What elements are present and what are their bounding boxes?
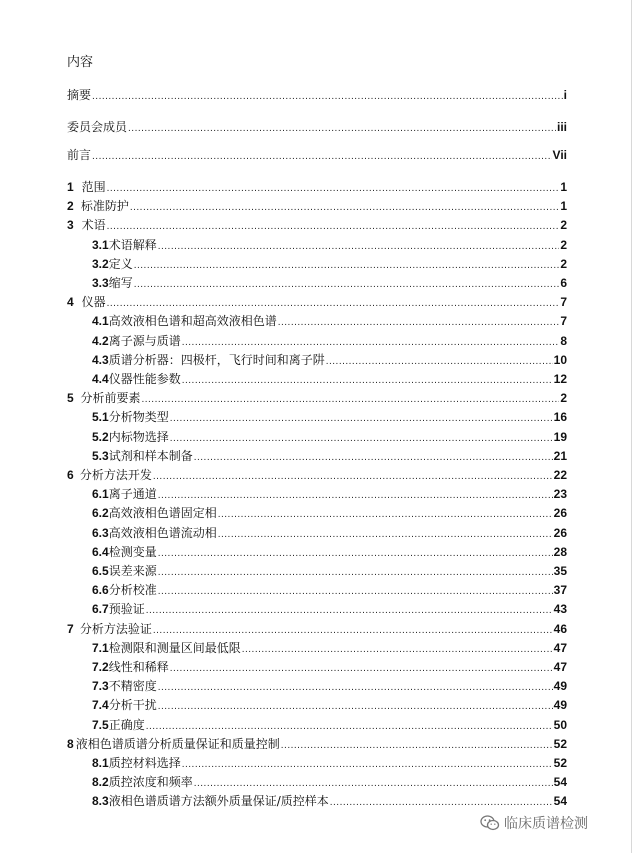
toc-leader-dots (158, 239, 560, 254)
toc-entry-number: 4.3 (92, 352, 109, 367)
wechat-icon (480, 815, 500, 831)
toc-section-entry[interactable] (92, 718, 567, 733)
toc-entry-label: 检测限和测量区间最低限 (108, 640, 241, 655)
toc-section-entry[interactable] (92, 506, 567, 521)
toc-leader-dots (107, 296, 560, 311)
toc-chapter-entry[interactable] (67, 199, 567, 214)
toc-entry-page: 47 (553, 660, 567, 674)
toc-leader-dots (107, 219, 560, 234)
toc-leader-dots (92, 89, 563, 104)
toc-entry-page: 2 (560, 218, 567, 233)
toc-entry-page: 10 (553, 352, 567, 367)
toc-entry-page: 2 (560, 237, 567, 252)
toc-entry-page: i (563, 88, 567, 102)
toc-entry-label: 标准防护 (80, 199, 129, 214)
toc-entry-number: 4.4 (92, 372, 109, 386)
toc-title: 内容 (67, 55, 94, 70)
toc-entry-page: 7 (560, 314, 567, 329)
toc-entry-label: 分析前要素 (80, 391, 141, 406)
toc-entry-page: 2 (560, 391, 567, 406)
toc-entry-label: 检测变量 (108, 544, 157, 559)
toc-entry-label: 线性和稀释 (108, 660, 169, 674)
toc-entry-label: 质控材料选择 (108, 756, 181, 770)
toc-section-entry[interactable] (92, 698, 567, 713)
toc-leader-dots (134, 258, 560, 273)
toc-entry-number: 4.2 (92, 333, 109, 348)
toc-entry-number: 1 (67, 180, 74, 194)
toc-entry-page: 54 (553, 794, 567, 809)
toc-entry-number: 8.3 (92, 794, 109, 809)
toc-section-entry[interactable] (92, 660, 567, 675)
toc-entry-page: 2 (560, 256, 567, 271)
toc-leader-dots (158, 584, 553, 599)
toc-leader-dots (218, 507, 553, 522)
toc-section-entry[interactable] (92, 353, 567, 368)
toc-entry-number: 6.7 (92, 602, 109, 617)
toc-entry-label: 高效液相色谱固定相 (108, 506, 217, 521)
toc-section-entry[interactable] (92, 583, 567, 598)
toc-section-entry[interactable] (92, 487, 567, 502)
watermark (480, 813, 588, 833)
toc-leader-dots (158, 488, 553, 503)
toc-entry-page: 49 (553, 679, 567, 694)
toc-entry-number: 7.3 (92, 679, 109, 694)
toc-entry-label: 术语 (81, 218, 106, 233)
toc-section-entry[interactable] (92, 679, 567, 694)
toc-leader-dots (170, 431, 553, 446)
toc-chapter-entry[interactable] (67, 218, 567, 233)
toc-entry-number: 4 (67, 295, 74, 310)
toc-section-entry[interactable] (92, 257, 567, 272)
toc-entry-number: 6.6 (92, 583, 109, 598)
toc-section-entry[interactable] (92, 276, 567, 291)
toc-entry-label: 不精密度 (108, 679, 157, 694)
toc-leader-dots (281, 738, 553, 753)
toc-entry-page: 54 (553, 775, 567, 790)
toc-section-entry[interactable] (92, 238, 567, 253)
toc-entry-number: 8 (67, 736, 74, 751)
toc-leader-dots (182, 757, 553, 772)
toc-leader-dots (170, 661, 553, 676)
toc-leader-dots (158, 699, 553, 714)
toc-entry-label: 分析干扰 (108, 698, 157, 713)
toc-entry-page: 26 (553, 506, 567, 521)
toc-entry-number: 6.3 (92, 525, 109, 540)
toc-entry-number: 4.1 (92, 314, 109, 329)
toc-entry-page: 49 (553, 698, 567, 713)
toc-entry-label: 液相色谱质谱分析质量保证和质量控制 (75, 736, 280, 751)
toc-entry-label: 分析方法开发 (79, 468, 152, 482)
toc-entry-label: 质控浓度和频率 (108, 775, 193, 790)
toc-leader-dots (153, 469, 553, 484)
toc-leader-dots (92, 149, 552, 164)
toc-leader-dots (158, 565, 553, 580)
toc-leader-dots (242, 642, 553, 657)
toc-section-entry[interactable] (92, 526, 567, 541)
toc-entry-page: 23 (553, 487, 567, 502)
toc-leader-dots (218, 527, 553, 542)
toc-entry-number: 7.5 (92, 717, 109, 732)
toc-entry-label: 离子源与质谱 (108, 333, 181, 348)
toc-entry-number: 7 (67, 621, 74, 636)
toc-entry-number: 6.2 (92, 506, 109, 521)
toc-leader-dots (170, 411, 553, 426)
toc-entry-page: 19 (553, 429, 567, 444)
toc-section-entry[interactable] (92, 775, 567, 790)
toc-leader-dots (326, 354, 553, 369)
toc-entry-number: 5.2 (92, 429, 109, 444)
toc-leader-dots (128, 121, 556, 136)
toc-entry-label: 预验证 (108, 602, 145, 617)
toc-entry-number: 3.1 (92, 237, 109, 252)
toc-front-entry[interactable] (67, 120, 567, 135)
toc-section-entry[interactable] (92, 430, 567, 445)
toc-leader-dots (194, 776, 553, 791)
toc-entry-page: 50 (553, 717, 567, 732)
toc-entry-number: 8.1 (92, 756, 109, 770)
toc-section-entry[interactable] (92, 794, 567, 809)
toc-entry-label: 摘要 (67, 88, 92, 102)
toc-entry-label: 分析校准 (108, 583, 157, 598)
toc-entry-number: 3 (67, 218, 74, 233)
toc-entry-number: 6 (67, 468, 74, 482)
toc-section-entry[interactable] (92, 564, 567, 579)
toc-entry-number: 8.2 (92, 775, 109, 790)
toc-chapter-entry[interactable] (67, 468, 567, 483)
toc-entry-label: 分析方法验证 (79, 621, 152, 636)
toc-entry-label: 误差来源 (108, 564, 157, 578)
toc-entry-label: 正确度 (108, 717, 145, 732)
toc-section-entry[interactable] (92, 372, 567, 387)
toc-entry-number: 6.5 (92, 564, 109, 578)
toc-front-entry[interactable] (67, 88, 567, 103)
toc-entry-number: 3.3 (92, 276, 109, 290)
toc-entry-label: 定义 (108, 256, 133, 271)
toc-chapter-entry[interactable] (67, 391, 567, 406)
toc-entry-number: 3.2 (92, 256, 109, 271)
toc-entry-page: 26 (553, 525, 567, 540)
toc-leader-dots (141, 392, 559, 407)
toc-leader-dots (130, 200, 559, 215)
toc-leader-dots (182, 373, 553, 388)
toc-entry-label: 试剂和样本制备 (108, 448, 193, 463)
toc-section-entry[interactable] (92, 756, 567, 771)
toc-entry-label: 质谱分析器：四极杆，飞行时间和离子阱 (108, 352, 325, 367)
toc-entry-number: 7.4 (92, 698, 109, 713)
toc-section-entry[interactable] (92, 545, 567, 560)
toc-leader-dots (182, 335, 560, 350)
toc-entry-label: 委员会成员 (67, 120, 128, 134)
toc-section-entry[interactable] (92, 449, 567, 464)
toc-leader-dots (134, 277, 560, 292)
toc-entry-page: 8 (560, 333, 567, 348)
toc-section-entry[interactable] (92, 602, 567, 617)
watermark-text: 临床质谱检测 (504, 816, 588, 832)
toc-section-entry[interactable] (92, 410, 567, 425)
toc-entry-label: 范围 (81, 180, 106, 194)
toc-entry-page: 16 (553, 410, 567, 425)
toc-entry-page: 28 (553, 544, 567, 559)
toc-leader-dots (146, 719, 553, 734)
toc-section-entry[interactable] (92, 314, 567, 329)
toc-entry-page: 35 (553, 564, 567, 578)
toc-entry-page: 1 (560, 199, 567, 214)
toc-chapter-entry[interactable] (67, 737, 567, 752)
toc-entry-label: 前言 (67, 148, 92, 162)
toc-entry-page: 37 (553, 583, 567, 598)
toc-entry-label: 高效液相色谱流动相 (108, 525, 217, 540)
toc-entry-page: 21 (553, 448, 567, 463)
toc-entry-page: 43 (553, 602, 567, 617)
toc-leader-dots (278, 315, 560, 330)
toc-section-entry[interactable] (92, 641, 567, 656)
toc-entry-label: 液相色谱质谱方法额外质量保证/质控样本 (108, 794, 329, 809)
toc-entry-label: 仪器 (81, 295, 106, 310)
toc-entry-number: 7.1 (92, 640, 109, 655)
toc-chapter-entry[interactable] (67, 622, 567, 637)
toc-entry-page: Vii (552, 148, 567, 162)
toc-entry-page: 52 (553, 756, 567, 770)
toc-entry-page: 6 (560, 276, 567, 290)
toc-leader-dots (153, 623, 553, 638)
toc-leader-dots (146, 603, 553, 618)
toc-entry-page: 1 (560, 180, 567, 194)
toc-leader-dots (330, 795, 553, 810)
toc-entry-label: 分析物类型 (108, 410, 169, 425)
toc-chapter-entry[interactable] (67, 295, 567, 310)
toc-entry-number: 5.1 (92, 410, 109, 425)
toc-section-entry[interactable] (92, 334, 567, 349)
toc-leader-dots (158, 680, 553, 695)
toc-entry-label: 离子通道 (108, 487, 157, 502)
toc-entry-page: iii (556, 120, 567, 134)
toc-entry-label: 仪器性能参数 (108, 372, 181, 386)
toc-entry-page: 7 (560, 295, 567, 310)
toc-front-entry[interactable] (67, 148, 567, 163)
toc-entry-label: 高效液相色谱和超高效液相色谱 (108, 314, 277, 329)
toc-entry-label: 术语解释 (108, 237, 157, 252)
toc-entry-page: 47 (553, 640, 567, 655)
toc-entry-label: 内标物选择 (108, 429, 169, 444)
toc-leader-dots (107, 181, 560, 196)
toc-entry-number: 2 (67, 199, 74, 214)
toc-leader-dots (194, 450, 553, 465)
toc-entry-number: 6.1 (92, 487, 109, 502)
toc-entry-number: 5 (67, 391, 74, 406)
toc-entry-number: 6.4 (92, 544, 109, 559)
toc-entry-page: 12 (553, 372, 567, 386)
toc-entry-number: 7.2 (92, 660, 109, 674)
toc-entry-page: 22 (553, 468, 567, 482)
toc-entry-label: 缩写 (108, 276, 133, 290)
toc-leader-dots (158, 546, 553, 561)
toc-entry-page: 46 (553, 621, 567, 636)
toc-entry-number: 5.3 (92, 448, 109, 463)
toc-entry-page: 52 (553, 736, 567, 751)
toc-chapter-entry[interactable] (67, 180, 567, 195)
